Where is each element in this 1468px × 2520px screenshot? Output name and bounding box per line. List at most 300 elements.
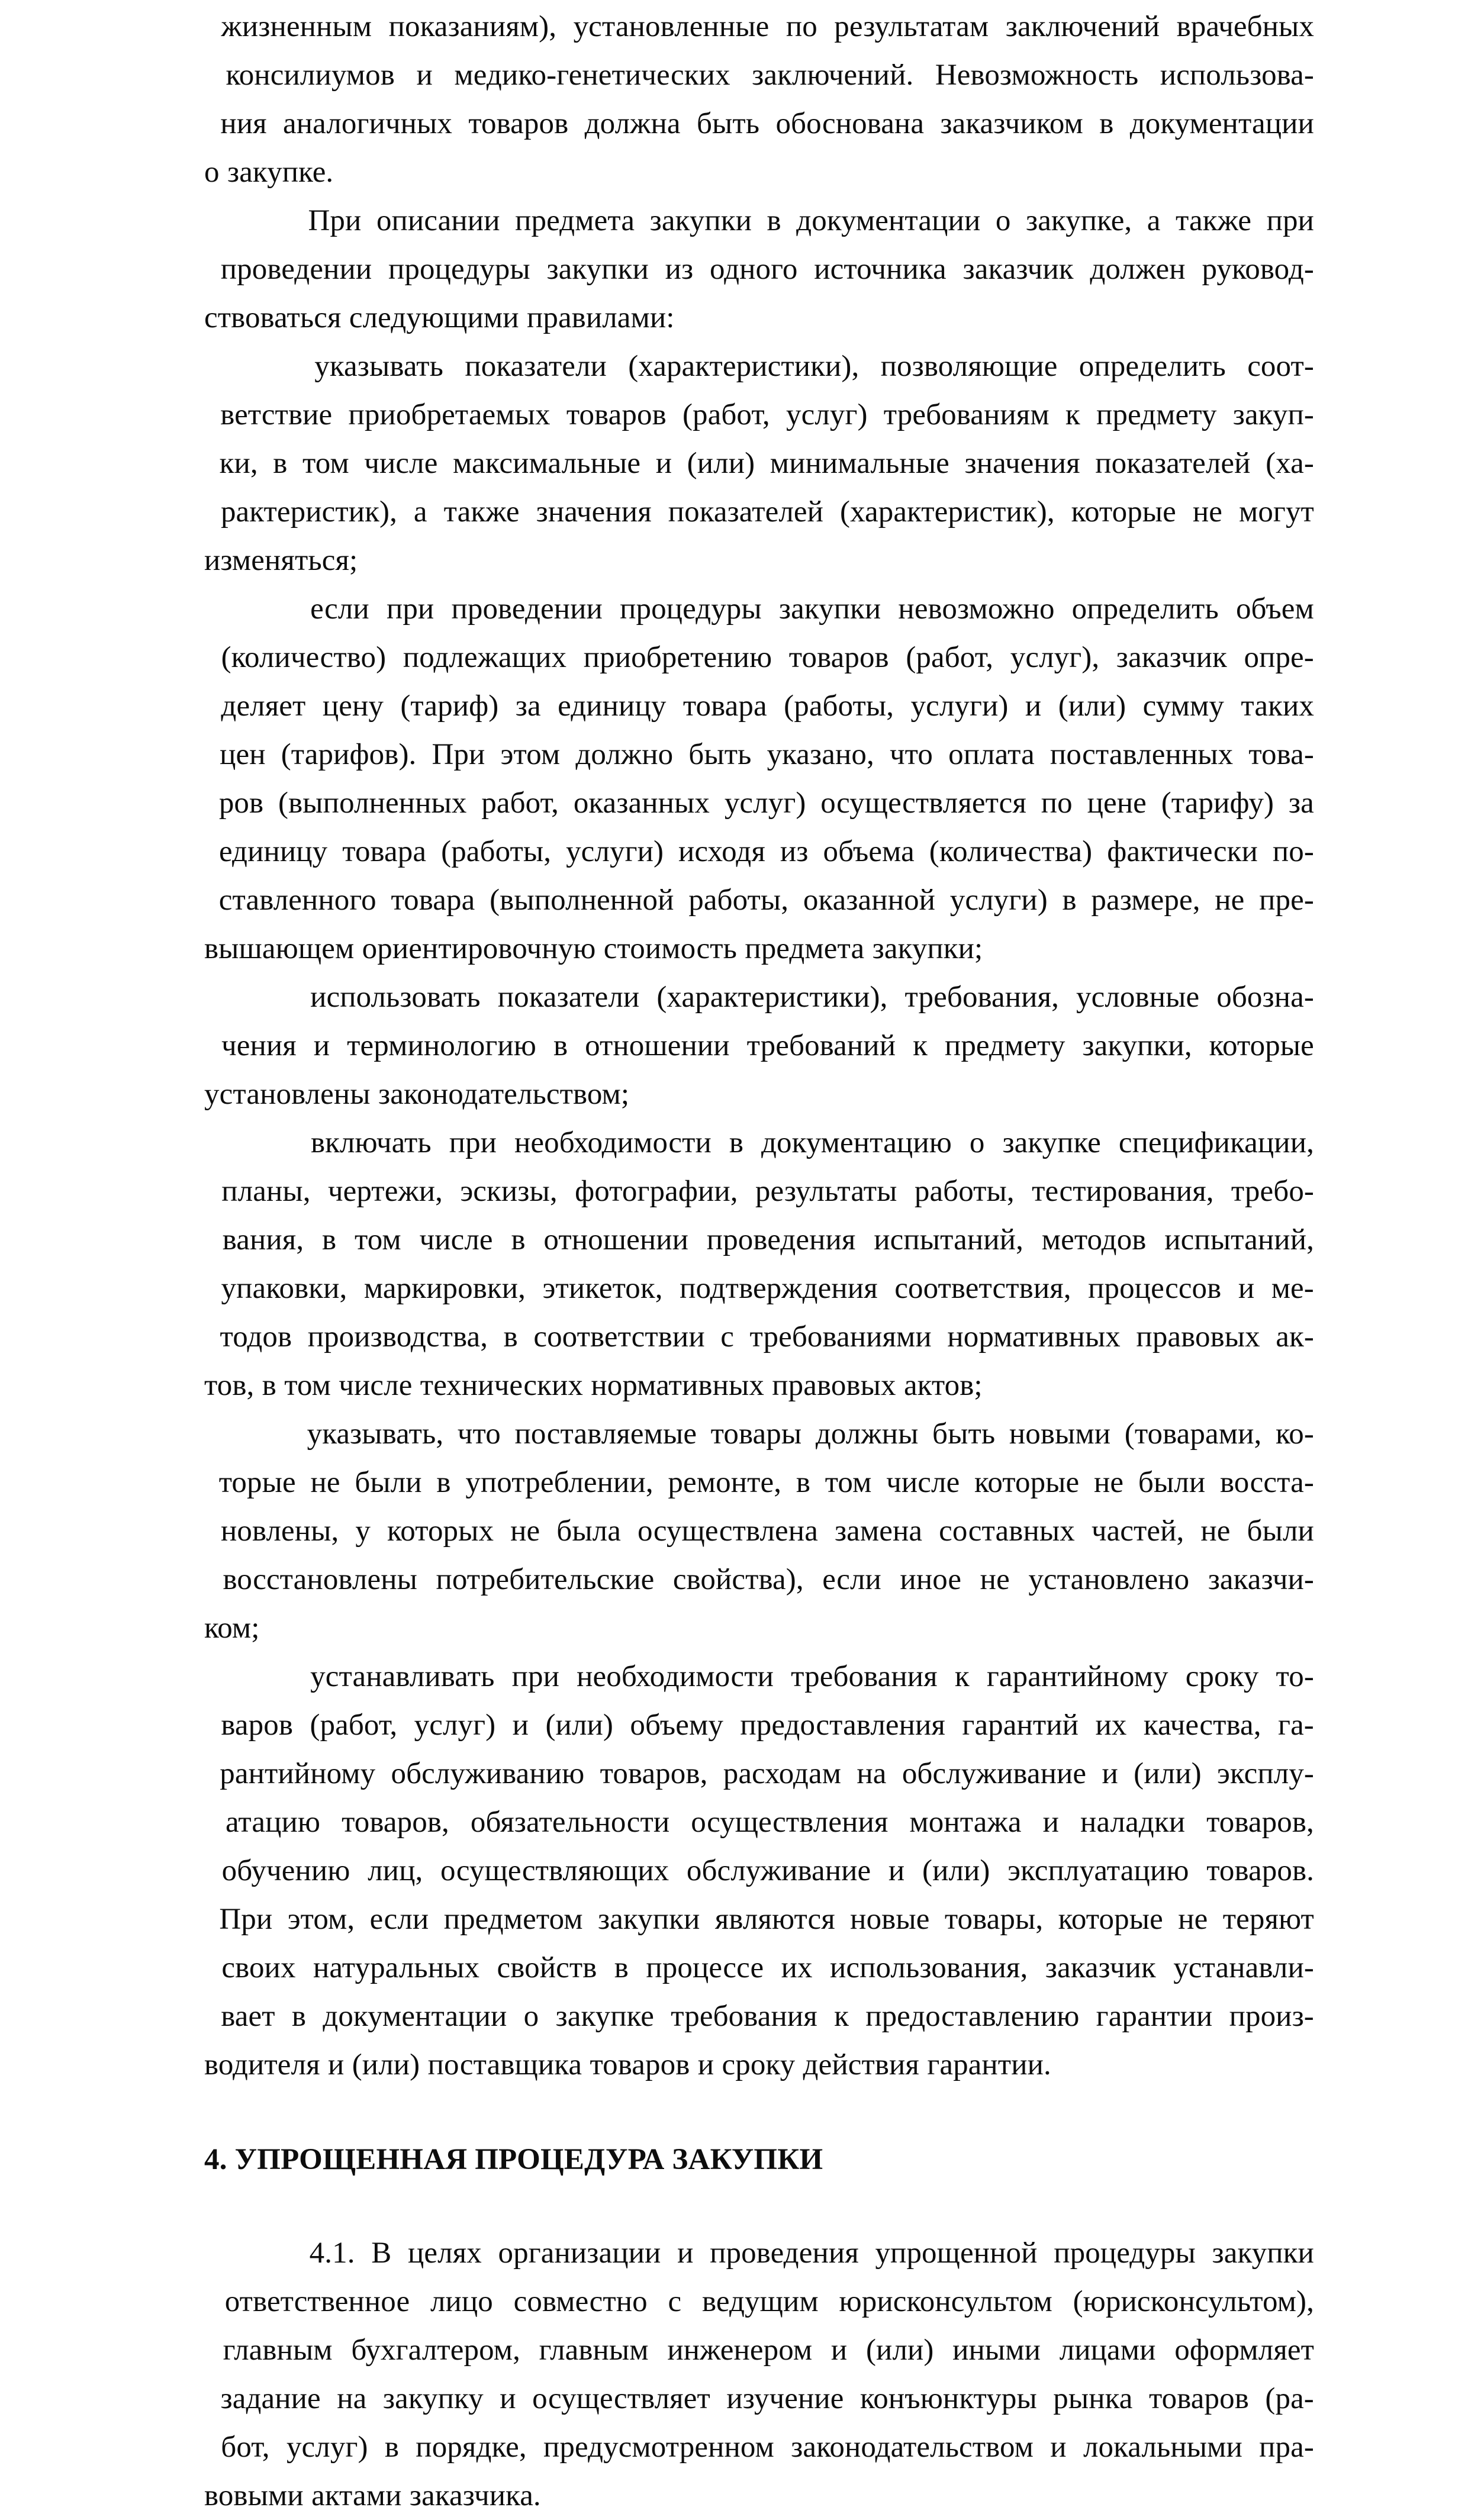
word: ак- [1276,1320,1314,1354]
word: о [995,204,1011,237]
paragraph-lines [204,342,1314,585]
word: (ра- [1265,2382,1314,2415]
word: чения [221,1029,297,1062]
paragraph-opisanie [204,196,1314,342]
item-ukazyvat-pokazateli [204,342,1314,585]
word: ведущим [702,2285,819,2318]
word: в [511,1223,526,1256]
word: тестирования, [1032,1175,1214,1208]
paragraph-lines [204,1410,1314,1652]
word: ме- [1271,1272,1314,1305]
word: юрисконсультом [839,2285,1052,2318]
word: услуг) [414,1709,496,1742]
word: вает [221,2000,275,2033]
word: потребительские [436,1563,655,1596]
word: фотографии, [575,1175,738,1208]
text-line [204,682,1314,730]
section-heading-4: 4. УПРОЩЕННАЯ ПРОЦЕДУРА ЗАКУПКИ [204,2143,823,2176]
word: не [310,1466,340,1499]
word: оказанных [573,787,710,820]
word: если [369,1903,429,1936]
word: которых [387,1514,494,1548]
word: минимальные [770,447,949,480]
word: числе [364,447,438,480]
word: единицу [558,689,667,723]
word: изучение [726,2382,844,2415]
word: фактически [1107,835,1258,868]
word: товаров [468,107,569,140]
word: ния [220,107,267,140]
word: порядке, [416,2431,527,2464]
word: (тарифу) [1161,787,1274,820]
word: с [668,2285,682,2318]
word: натуральных [313,1951,480,1984]
text-line: установлены законодательством; [204,1078,630,1111]
word: услуг) [785,398,868,431]
word: иными [952,2334,1041,2367]
word: товаров [788,641,889,674]
text-line [204,99,1314,148]
word: документации [323,2000,507,2033]
word: товаров. [1206,1854,1314,1887]
text-line [204,1847,1314,1895]
word: заказчик [962,253,1074,286]
document-body [204,0,1314,2520]
text-line [204,1652,1314,1701]
word: сумму [1142,689,1224,723]
word: чертежи, [327,1175,443,1208]
text-line [204,827,1314,876]
word: услуги) [949,884,1048,917]
word: и [677,2237,694,2270]
word: требований [746,1029,896,1062]
word: маркировки, [363,1272,526,1305]
word: была [556,1514,621,1548]
word: указано, [767,738,874,771]
word: проведении [220,253,372,286]
word: результаты [755,1175,897,1208]
word: товаров, [1206,1806,1314,1839]
word: в [614,1951,629,1984]
word: условные [1076,981,1200,1014]
word: на [337,2382,367,2415]
word: по [1041,787,1073,820]
word: в [384,2431,400,2464]
text-line [204,1701,1314,1749]
word: услуг), [1010,641,1100,674]
word: необходимости [577,1660,774,1693]
word: не [980,1563,1010,1596]
text-line [204,1507,1314,1555]
word: при [1266,204,1314,237]
word: закупке, [1025,204,1132,237]
word: поставляемые [514,1417,697,1451]
word: объема [823,835,915,868]
word: источника [814,253,947,286]
word: главным [223,2334,333,2367]
paragraph-lines [204,2,1314,196]
word: свойства), [672,1563,804,1596]
word: упаковки, [221,1272,347,1305]
word: которые [974,1466,1080,1499]
word: обслуживание [686,1854,871,1887]
text-line [204,2,1314,51]
word: если [310,592,369,626]
text-line [204,391,1314,439]
word: в [273,447,288,480]
word: том [354,1223,401,1256]
word: их [781,1951,813,1984]
word: этом [500,738,561,771]
word: и [416,59,433,92]
word: работ, [481,787,559,820]
word: предмета [515,204,635,237]
word: (тарифов). [281,738,417,771]
text-line: ком; [204,1612,260,1645]
word: работы, [914,1175,1015,1208]
word: предметом [443,1903,583,1936]
word: (или) [865,2334,934,2367]
word: (количество) [221,641,387,674]
word: осуществляет [532,2382,710,2415]
word: обслуживание [902,1757,1087,1790]
text-line [204,196,1314,245]
word: (или) [922,1854,990,1887]
word: которые [1209,1029,1314,1062]
text-line [204,1555,1314,1604]
word: единицу [218,835,328,868]
word: вания, [222,1223,304,1256]
word: товара [342,835,427,868]
word: с [720,1320,734,1354]
word: това- [1248,738,1314,771]
word: расходам [723,1757,842,1790]
word: монтажа [909,1806,1022,1839]
word: при [511,1660,560,1693]
word: что [889,738,933,771]
word: оплата [948,738,1035,771]
word: показателей [668,495,824,529]
word: заказчик [1116,641,1227,674]
word: показатели [497,981,640,1014]
word: гарантии [1096,2000,1213,2033]
text-line [204,245,1314,294]
word: задание [220,2382,321,2415]
word: в [729,1126,743,1159]
word: ответственное [224,2285,410,2318]
word: являются [714,1903,835,1936]
word: спецификации, [1118,1126,1314,1159]
word: организации [498,2237,661,2270]
clause-4-1 [204,2229,1314,2520]
word: не [510,1514,540,1548]
word: максимальные [453,447,641,480]
word: (юрисконсультом), [1073,2285,1314,2318]
word: показатели [465,350,607,383]
word: должны [815,1417,919,1451]
word: консилиумов [226,59,395,92]
word: у [355,1514,371,1548]
text-line [204,2229,1314,2277]
text-line [204,1749,1314,1798]
word: обучению [221,1854,350,1887]
word: были [1247,1514,1314,1548]
word: таких [1241,689,1314,723]
word: ки, [219,447,258,480]
text-line [204,1944,1314,1992]
word: конъюнктуры [859,2382,1037,2415]
word: восстановлены [223,1563,417,1596]
text-line [204,1313,1314,1361]
text-line: тов, в том числе технических нормативных правовых актов; [204,1369,983,1402]
word: предмету [1096,398,1217,431]
word: не [1215,884,1245,917]
word: и [512,1709,529,1742]
word: к [913,1029,928,1062]
word: в [553,1029,568,1062]
word: предусмотренном [543,2431,774,2464]
word: поставленных [1050,738,1234,771]
word: закупки, [1082,1029,1192,1062]
word: и [1042,1806,1059,1839]
word: объему [630,1709,723,1742]
word: локальными [1083,2431,1242,2464]
word: соответствии [533,1320,705,1354]
word: (или) [687,447,755,480]
word: подлежащих [403,641,567,674]
word: числе [886,1466,960,1499]
word: требования [791,1660,938,1693]
word: товаров, [342,1806,449,1839]
word: процедуры [1054,2237,1196,2270]
word: отношении [543,1223,689,1256]
word: соответствия, [894,1272,1071,1305]
paragraph-lines [204,196,1314,342]
word: в [291,2000,307,2033]
word: размере, [1091,884,1200,917]
word: указывать [314,350,444,383]
word: совместно [513,2285,648,2318]
word: лиц, [368,1854,423,1887]
word: и [1050,2431,1067,2464]
word: а [413,495,427,529]
word: и [888,1854,905,1887]
text-line: вовыми актами заказчика. [204,2479,541,2512]
word: показаниям), [388,10,557,43]
word: (выполненной [490,884,674,917]
word: иное [900,1563,962,1596]
word: также [1176,204,1252,237]
word: по- [1272,835,1314,868]
word: подтверждения [680,1272,878,1305]
word: товара [391,884,475,917]
word: замена [834,1514,923,1548]
word: главным [539,2334,649,2367]
word: При [219,1903,273,1936]
word: ров [218,787,264,820]
word: Невозможность [935,59,1139,92]
word: обоснована [775,107,925,140]
word: (характеристики), [656,981,888,1014]
text-line [204,1798,1314,1847]
text-line: вышающем ориентировочную стоимость предмета закупки; [204,932,983,965]
word: цен [220,738,266,771]
word: методов [1041,1223,1147,1256]
word: составных [939,1514,1075,1548]
word: быть [696,107,760,140]
word: проведения [710,2237,859,2270]
word: закуп- [1232,398,1314,431]
word: не [1178,1903,1208,1936]
word: закупке [1002,1126,1101,1159]
word: (работ, [682,398,770,431]
word: услуги) [910,689,1009,723]
word: должен [1090,253,1186,286]
word: не [1094,1466,1124,1499]
text-line [204,2277,1314,2326]
word: быть [688,738,752,771]
word: бот, [221,2431,270,2464]
text-line [204,1119,1314,1167]
word: документации [1129,107,1314,140]
word: их [1095,1709,1127,1742]
word: проведения [706,1223,856,1256]
word: заказчик [1045,1951,1156,1984]
word: свойств [497,1951,597,1984]
word: в [1062,884,1077,917]
word: (характеристик), [839,495,1055,529]
text-line [204,585,1314,633]
word: за [515,689,541,723]
text-line [204,1410,1314,1458]
word: употреблении, [465,1466,653,1499]
word: определить [1071,592,1219,626]
text-line [204,730,1314,779]
word: опре- [1244,641,1314,674]
word: (выполненных [278,787,467,820]
word: (характеристики), [628,350,859,383]
word: необходимости [514,1126,712,1159]
word: своих [221,1951,296,1984]
word: законодательством [791,2431,1034,2464]
word: новлены, [221,1514,339,1548]
text-line: изменяться; [204,544,358,577]
word: могут [1238,495,1314,529]
word: процессов [1088,1272,1222,1305]
word: должна [584,107,681,140]
word: закупки [546,253,649,286]
word: произ- [1229,2000,1314,2033]
word: быть [932,1417,996,1451]
word: при [386,592,434,626]
text-line [204,1992,1314,2041]
word: (количества) [929,835,1093,868]
word: за [1288,787,1314,820]
word: лицо [430,2285,493,2318]
word: требования, [904,981,1059,1014]
text-line: о закупке. [204,156,334,189]
word: этикеток, [542,1272,663,1305]
word: (работы, [441,835,552,868]
word: аналогичных [283,107,452,140]
word: торые [218,1466,296,1499]
word: (ха- [1266,447,1314,480]
word: приобретаемых [348,398,550,431]
word: к [834,2000,849,2033]
text-line [204,51,1314,99]
word: обслуживанию [391,1757,585,1790]
word: теряют [1222,1903,1314,1936]
text-line [204,342,1314,391]
word: включать [310,1126,432,1159]
paragraph-lines [204,585,1314,973]
word: если [822,1563,881,1596]
word: 4.1. [309,2237,355,2270]
word: гарантий [962,1709,1079,1742]
heading-spacer-above [204,2089,1314,2135]
word: При [308,204,362,237]
paragraph-lines [204,2229,1314,2520]
text-line: ствоваться следующими правилами: [204,301,675,334]
word: в [1099,107,1114,140]
word: (или) [1058,689,1126,723]
word: закупке [555,2000,654,2033]
word: рынка [1053,2382,1133,2415]
word: что [457,1417,501,1451]
word: испытаний, [874,1223,1023,1256]
text-line [204,2326,1314,2374]
word: должно [575,738,674,771]
item-esli-pri-provedenii [204,585,1314,973]
word: терминологию [347,1029,536,1062]
word: планы, [221,1175,311,1208]
word: процедуры [388,253,530,286]
text-line [204,1021,1314,1070]
word: и [1102,1757,1118,1790]
word: эксплу- [1216,1757,1314,1790]
word: том [825,1466,872,1499]
paragraph-lines [204,1652,1314,2089]
word: о [969,1126,985,1159]
word: нормативных [947,1320,1121,1354]
text-line: водителя и (или) поставщика товаров и сроку действия гарантии. [204,2048,1051,2081]
word: (работы, [784,689,894,723]
word: числе [419,1223,493,1256]
word: одного [709,253,798,286]
word: бухгалтером, [351,2334,520,2367]
word: правовых [1136,1320,1260,1354]
word: частей, [1091,1514,1184,1548]
word: к [954,1660,970,1693]
word: медико-генетических [454,59,730,92]
word: устанавливать [310,1660,495,1693]
word: требования [671,2000,817,2033]
word: упрощенной [875,2237,1038,2270]
word: качества, [1143,1709,1261,1742]
word: к [1065,398,1080,431]
word: обязательности [470,1806,670,1839]
word: испытаний, [1164,1223,1314,1256]
word: (или) [1134,1757,1202,1790]
word: заказчи- [1208,1563,1314,1596]
text-line [204,633,1314,682]
word: услуг) [724,787,806,820]
word: пра- [1259,2431,1314,2464]
text-line [204,488,1314,536]
word: результатам [834,10,989,43]
word: жизненным [221,10,372,43]
word: закупки [598,1903,700,1936]
